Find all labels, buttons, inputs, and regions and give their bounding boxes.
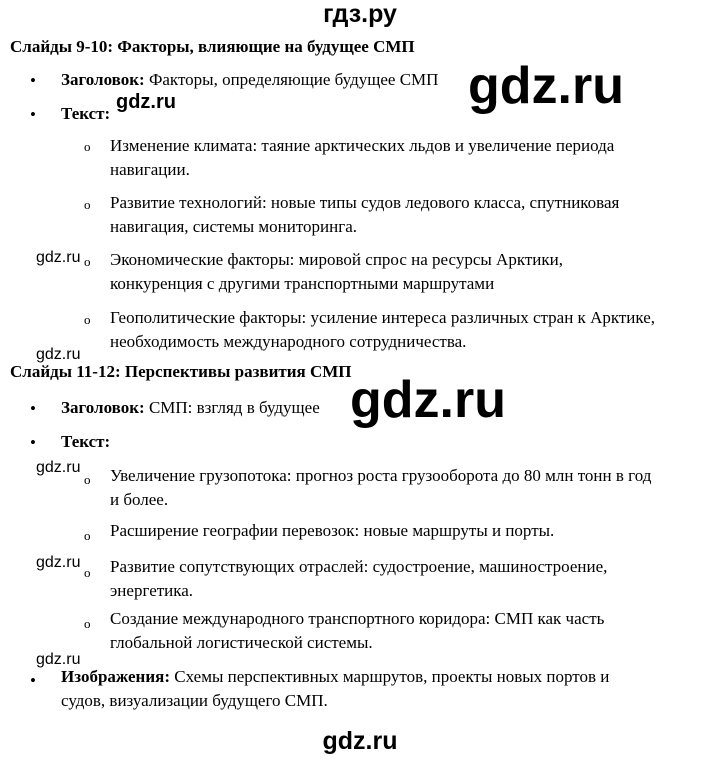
watermark-small: gdz.ru: [36, 459, 81, 476]
list-item: Геополитические факторы: усиление интереса различных стран к Арктике, необходимость международного сотрудничества.: [110, 308, 656, 351]
watermark-small: gdz.ru: [36, 249, 81, 266]
list-item: Создание международного транспортного коридора: СМП как часть глобальной логистической системы.: [110, 609, 605, 652]
circle-bullet-icon: o: [84, 528, 91, 543]
site-header: гдз.ру: [323, 0, 397, 28]
list-item: Развитие технологий: новые типы судов ледового класса, спутниковая навигация, системы мониторинга.: [110, 193, 620, 236]
circle-bullet-icon: o: [84, 616, 91, 631]
circle-bullet-icon: o: [84, 197, 91, 212]
watermark-large: gdz.ru: [350, 371, 506, 429]
list-item: Расширение географии перевозок: новые маршруты и порты.: [110, 521, 555, 540]
list-item: Экономические факторы: мировой спрос на ресурсы Арктики, конкуренция с другими транспортными маршрутами: [110, 250, 563, 293]
images-label: Изображения:: [61, 667, 171, 686]
bullet-icon: •: [30, 671, 36, 690]
circle-bullet-icon: o: [84, 139, 91, 154]
slide-title: [61, 68, 438, 92]
bullet-icon: •: [30, 71, 36, 90]
slide-title-label: Заголовок:: [61, 70, 145, 89]
text-label: Текст:: [61, 432, 111, 451]
circle-bullet-icon: o: [84, 565, 91, 580]
section-heading: Слайды 11-12: Перспективы развития СМП: [10, 362, 352, 381]
section-heading: Слайды 9-10: Факторы, влияющие на будущее СМП: [10, 37, 415, 56]
circle-bullet-icon: o: [84, 254, 91, 269]
circle-bullet-icon: o: [84, 312, 91, 327]
list-item: Увеличение грузопотока: прогноз роста грузооборота до 80 млн тонн в год и более.: [110, 466, 652, 509]
watermark-small: gdz.ru: [36, 346, 81, 363]
list-item: Развитие сопутствующих отраслей: судостроение, машиностроение, энергетика.: [110, 557, 608, 600]
watermark-small: gdz.ru: [36, 651, 81, 668]
watermark-small: gdz.ru: [36, 554, 81, 571]
circle-bullet-icon: o: [84, 472, 91, 487]
slide-title: [61, 396, 320, 420]
footer-watermark: gdz.ru: [322, 727, 398, 755]
text-label: Текст:: [61, 104, 111, 123]
slide-title-label: Заголовок:: [61, 398, 145, 417]
slide-title-value: Факторы, определяющие будущее СМП: [144, 70, 439, 89]
slide-title-value: СМП: взгляд в будущее: [144, 398, 320, 417]
list-item: Изменение климата: таяние арктических льдов и увеличение периода навигации.: [110, 136, 615, 179]
bullet-icon: •: [30, 105, 36, 124]
bullet-icon: •: [30, 433, 36, 452]
images-item: Изображения: Схемы перспективных маршрутов, проекты новых портов и судов, визуализации будущего СМП.: [61, 667, 610, 710]
watermark-large: gdz.ru: [468, 57, 624, 115]
watermark-small: gdz.ru: [116, 91, 176, 113]
bullet-icon: •: [30, 399, 36, 418]
